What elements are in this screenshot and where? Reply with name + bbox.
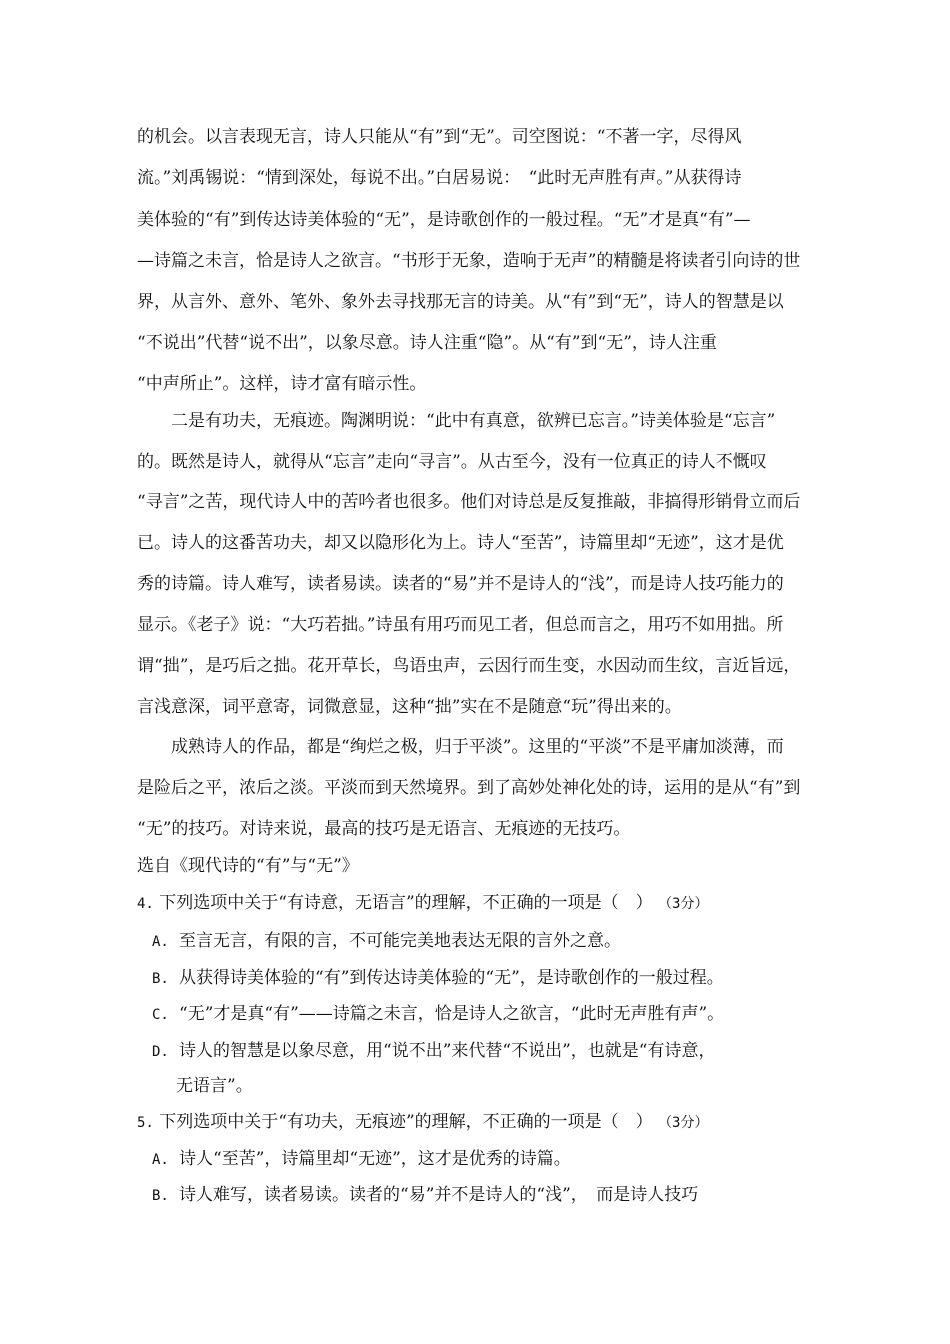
option-text: 诗人的智慧是以象尽意，用“说不出”来代替“不说出”，也就是“有诗意， <box>179 1041 716 1061</box>
passage-line: “无”的技巧。对诗来说，最高的技巧是无语言、无痕迹的无技巧。 <box>137 819 631 839</box>
passage-line: 界，从言外、意外、笔外、象外去寻找那无言的诗美。从“有”到“无”，诗人的智慧是以 <box>137 292 784 312</box>
passage-line: “中声所止”。这样，诗才富有暗示性。 <box>137 374 427 394</box>
passage-line: 已。诗人的这番苦功夫，却又以隐形化为上。诗人“至苦”，诗篇里却“无迹”，这才是优 <box>137 533 784 553</box>
option-b <box>152 968 724 989</box>
option-text: 至言无言，有限的言，不可能完美地表达无限的言外之意。 <box>179 931 621 951</box>
option-a <box>152 931 621 952</box>
passage-line: 二是有功夫，无痕迹。陶渊明说：“此中有真意，欲辨已忘言。”诗美体验是“忘言” <box>171 411 776 431</box>
option-text: 诗人“至苦”，诗篇里却“无迹”，这才是优秀的诗篇。 <box>179 1149 571 1169</box>
question-number: 4. <box>137 896 154 912</box>
option-label: A. <box>152 934 169 950</box>
question-score: （3分） <box>658 896 709 912</box>
question-4 <box>137 893 709 914</box>
option-label: D. <box>152 1044 169 1060</box>
passage-line: 成熟诗人的作品，都是“绚烂之极，归于平淡”。这里的“平淡”不是平庸加淡薄，而 <box>171 737 784 757</box>
passage-line: 的。既然是诗人，就得从“忘言”走向“寻言”。从古至今，没有一位真正的诗人不慨叹 <box>137 452 767 472</box>
passage-line: “寻言”之苦，现代诗人中的苦吟者也很多。他们对诗总是反复推敲，非搞得形销骨立而后 <box>137 492 801 512</box>
passage-line: 美体验的“有”到传达诗美体验的“无”，是诗歌创作的一般过程。“无”才是真“有”— <box>137 210 751 230</box>
question-stem: 下列选项中关于“有诗意，无语言”的理解，不正确的一项是（ ） <box>159 893 653 913</box>
option-label: A. <box>152 1152 169 1168</box>
option-label: B. <box>152 1188 169 1204</box>
option-text: 从获得诗美体验的“有”到传达诗美体验的“无”，是诗歌创作的一般过程。 <box>179 968 724 988</box>
question-score: （3分） <box>658 1115 709 1131</box>
passage-source: 选自《现代诗的“有”与“无”》 <box>137 856 359 876</box>
question-number: 5. <box>137 1115 154 1131</box>
passage-line: —诗篇之未言，恰是诗人之欲言。“书形于无象，造响于无声”的精髓是将读者引向诗的世 <box>137 251 801 271</box>
option-text: “无”才是真“有”——诗篇之未言，恰是诗人之欲言，“此时无声胜有声”。 <box>179 1004 725 1024</box>
passage-line: 谓“拙”，是巧后之拙。花开草长，鸟语虫声，云因行而生变，水因动而生纹，言近旨远， <box>137 656 801 676</box>
option-label: B. <box>152 971 169 987</box>
option-d-continued: 无语言”。 <box>176 1076 253 1096</box>
passage-line: “不说出”代替“说不出”，以象尽意。诗人注重“隐”。从“有”到“无”，诗人注重 <box>137 333 717 353</box>
passage-line: 是险后之平，浓后之淡。平淡而到天然境界。到了高妙处神化处的诗，运用的是从“有”到 <box>137 778 801 798</box>
option-label: C. <box>152 1007 169 1023</box>
passage-line: 的机会。以言表现无言，诗人只能从“有”到“无”。司空图说：“不著一字，尽得风 <box>137 127 742 147</box>
option-c <box>152 1004 724 1025</box>
passage-line: 显示。《老子》说：“大巧若拙。”诗虽有用巧而见工者，但总而言之，用巧不如用拙。所 <box>137 615 784 635</box>
passage-line: 言浅意深，词平意寄，词微意显，这种“拙”实在不是随意“玩”得出来的。 <box>137 697 682 717</box>
question-5 <box>137 1112 709 1133</box>
passage-line: 流。”刘禹锡说：“情到深处，每说不出。”白居易说： “此时无声胜有声。”从获得诗 <box>137 168 742 188</box>
option-d <box>152 1041 715 1062</box>
question-stem: 下列选项中关于“有功夫，无痕迹”的理解，不正确的一项是（ ） <box>159 1112 653 1132</box>
option-b <box>152 1185 698 1206</box>
option-text: 诗人难写，读者易读。读者的“易”并不是诗人的“浅”， 而是诗人技巧 <box>179 1185 699 1205</box>
passage-line: 秀的诗篇。诗人难写，读者易读。读者的“易”并不是诗人的“浅”，而是诗人技巧能力的 <box>137 574 784 594</box>
option-a <box>152 1149 571 1170</box>
